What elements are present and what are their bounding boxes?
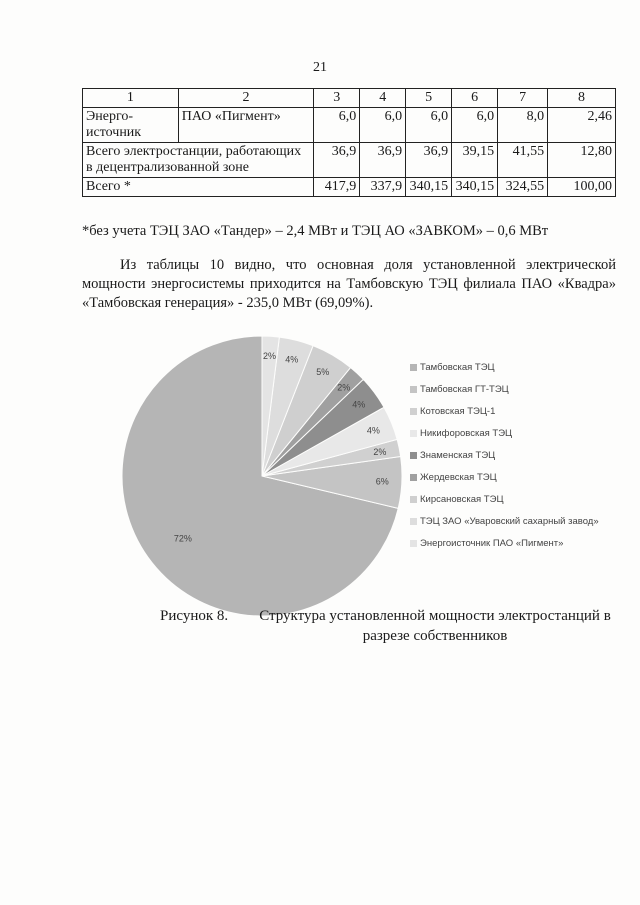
legend-item [410,362,625,374]
legend-item [410,406,625,418]
legend-label: Жердевская ТЭЦ [420,472,497,483]
table-cell: 417,9 [314,178,360,197]
legend-label: ТЭЦ ЗАО «Уваровский сахарный завод» [420,516,599,527]
caption-text: Структура установленной мощности электростанций в разрезе собственников [259,608,611,644]
slice-label: 5% [316,367,330,377]
legend-swatch [410,496,417,503]
legend-label: Кирсановская ТЭЦ [420,494,504,505]
legend-item [410,428,625,440]
slice-label: 2% [337,382,351,393]
table-cell: 324,55 [498,178,548,197]
legend-item [410,516,625,528]
table-cell: 36,9 [314,143,360,178]
table-cell: 6,0 [360,108,406,143]
table-cell: 39,15 [452,143,498,178]
table-cell: 8,0 [498,108,548,143]
table-header-cell: 1 [83,89,179,108]
table-header-cell: 2 [178,89,314,108]
table-cell: 100,00 [548,178,616,197]
row-owner: ПАО «Пигмент» [178,108,314,143]
legend-label: Знаменская ТЭЦ [420,450,496,461]
slice-label: 2% [262,350,277,361]
legend-swatch [410,518,417,525]
table-cell: 6,0 [314,108,360,143]
legend-item [410,494,625,506]
footnote: *без учета ТЭЦ ЗАО «Тандер» – 2,4 МВт и ТЭЦ АО «ЗАВКОМ» – 0,6 МВт [82,223,549,239]
body-paragraph: Из таблицы 10 видно, что основная доля установленной электрической мощности энергосистемы приходится на Тамбовскую ТЭЦ филиала ПАО «Квадра» «Тамбовская генерация» - 235,0 МВт (69,09%). [82,257,616,311]
slice-label: 2% [373,446,387,457]
row-label: Всего электростанции, работающих в децентрализованной зоне [83,143,314,178]
legend-swatch [410,452,417,459]
table-header-cell: 6 [452,89,498,108]
table-cell: 2,46 [548,108,616,143]
legend-swatch [410,540,417,547]
table-cell: 340,15 [452,178,498,197]
page-number: 21 [313,60,327,75]
legend-swatch [410,430,417,437]
table-header-cell: 4 [360,89,406,108]
table-cell: 41,55 [498,143,548,178]
legend-swatch [410,408,417,415]
table-header-cell: 5 [406,89,452,108]
legend-swatch [410,474,417,481]
legend-swatch [410,364,417,371]
table-cell: 340,15 [406,178,452,197]
table-cell: 6,0 [406,108,452,143]
legend-label: Котовская ТЭЦ-1 [420,406,496,417]
legend-label: Тамбовская ТЭЦ [420,362,495,373]
legend-label: Энергоисточник ПАО «Пигмент» [420,538,564,549]
legend-item [410,384,625,396]
slice-label: 4% [285,354,299,365]
row-label: Всего * [83,178,314,197]
table-cell: 6,0 [452,108,498,143]
row-label: Энерго-источник [83,108,179,143]
slice-label: 4% [352,399,366,410]
table-cell: 36,9 [360,143,406,178]
table-cell: 337,9 [360,178,406,197]
legend-label: Никифоровская ТЭЦ [420,428,513,439]
table-cell: 36,9 [406,143,452,178]
legend-item [410,538,625,550]
slice-label: 72% [173,533,192,544]
legend-swatch [410,386,417,393]
slice-label: 4% [366,425,380,436]
slice-label: 6% [375,476,389,487]
legend-item [410,450,625,462]
legend-item [410,472,625,484]
caption-label: Рисунок 8. [160,608,229,624]
legend-label: Тамбовская ГТ-ТЭЦ [420,384,509,395]
table-cell: 12,80 [548,143,616,178]
table-header-cell: 3 [314,89,360,108]
table-header-cell: 7 [498,89,548,108]
table-header-cell: 8 [548,89,616,108]
chart-legend [410,362,625,560]
